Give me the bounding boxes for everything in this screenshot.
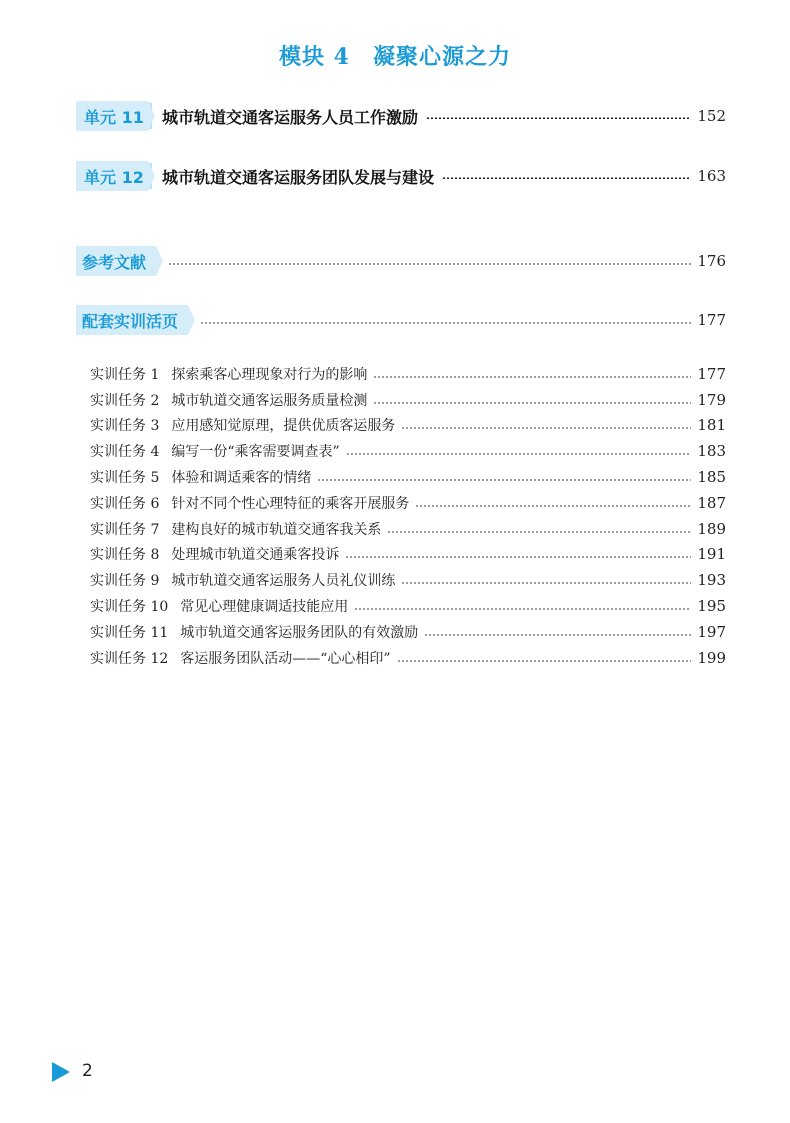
toc-task-row[interactable] xyxy=(90,387,726,413)
tag-shade xyxy=(149,163,152,189)
page-number: 179 xyxy=(697,390,726,409)
section-tag-label: 配套实训活页 xyxy=(82,311,179,331)
page-number: 197 xyxy=(697,622,726,641)
toc-task-row[interactable] xyxy=(90,490,726,516)
page-number: 181 xyxy=(697,416,726,435)
task-number: 实训任务 7 xyxy=(90,521,160,538)
task-title: 编写一份“乘客需要调查表” xyxy=(171,444,340,461)
section-tag-label: 参考文献 xyxy=(82,252,147,272)
dot-leader xyxy=(424,634,691,636)
toc-task-row[interactable] xyxy=(90,645,726,671)
dot-leader xyxy=(345,556,691,558)
task-title: 针对不同个性心理特征的乘客开展服务 xyxy=(171,495,410,512)
task-number: 实训任务 8 xyxy=(90,547,160,564)
triangle-right-icon xyxy=(52,1062,70,1082)
toc-training-pages[interactable] xyxy=(76,305,726,335)
dot-leader xyxy=(168,263,691,265)
page-number: 163 xyxy=(697,167,726,185)
dot-leader xyxy=(415,505,691,507)
task-number: 实训任务 6 xyxy=(90,495,160,512)
task-title: 应用感知觉原理，提供优质客运服务 xyxy=(171,418,396,435)
toc-task-row[interactable] xyxy=(90,619,726,645)
task-title: 客运服务团队活动——“心心相印” xyxy=(180,650,391,667)
page-number: 177 xyxy=(697,311,726,329)
task-title: 城市轨道交通客运服务质量检测 xyxy=(171,392,368,409)
dot-leader xyxy=(373,402,691,404)
section-tag xyxy=(76,305,188,335)
dot-leader xyxy=(317,479,691,481)
task-number: 实训任务 9 xyxy=(90,573,160,590)
footer-page-number: 2 xyxy=(82,1061,93,1081)
task-number: 实训任务 1 xyxy=(90,366,160,383)
unit-title: 城市轨道交通客运服务团队发展与建设 xyxy=(162,167,435,187)
page-number: 189 xyxy=(697,519,726,538)
toc-unit-11[interactable] xyxy=(76,101,726,131)
task-number: 实训任务 10 xyxy=(90,599,169,616)
task-title: 体验和调适乘客的情绪 xyxy=(171,470,312,487)
toc-task-row[interactable] xyxy=(90,593,726,619)
toc-task-row[interactable] xyxy=(90,542,726,568)
task-number: 实训任务 11 xyxy=(90,624,169,641)
toc-task-row[interactable] xyxy=(90,438,726,464)
page-number: 176 xyxy=(697,252,726,270)
toc-task-row[interactable] xyxy=(90,413,726,439)
unit-title: 城市轨道交通客运服务人员工作激励 xyxy=(162,107,419,127)
page-number: 185 xyxy=(697,468,726,487)
page-number: 177 xyxy=(697,364,726,383)
toc-task-row[interactable] xyxy=(90,361,726,387)
page-number: 195 xyxy=(697,597,726,616)
task-number: 实训任务 3 xyxy=(90,418,160,435)
task-number: 实训任务 4 xyxy=(90,444,160,461)
section-tag xyxy=(76,246,156,276)
toc-task-row[interactable] xyxy=(90,567,726,593)
page-number: 183 xyxy=(697,442,726,461)
dot-leader xyxy=(442,177,689,179)
dot-leader xyxy=(387,531,691,533)
page-number: 187 xyxy=(697,493,726,512)
unit-tag-label: 单元 11 xyxy=(84,107,144,127)
task-number: 实训任务 12 xyxy=(90,650,169,667)
dot-leader xyxy=(346,453,692,455)
dot-leader xyxy=(373,376,691,378)
task-title: 常见心理健康调适技能应用 xyxy=(180,599,349,616)
task-title: 城市轨道交通客运服务人员礼仪训练 xyxy=(171,573,396,590)
dot-leader xyxy=(401,582,691,584)
toc-unit-12[interactable] xyxy=(76,161,726,191)
task-number: 实训任务 5 xyxy=(90,470,160,487)
task-title: 探索乘客心理现象对行为的影响 xyxy=(171,366,368,383)
dot-leader xyxy=(426,117,689,119)
tag-shade xyxy=(149,103,152,129)
toc-references[interactable] xyxy=(76,246,726,276)
unit-tag-label: 单元 12 xyxy=(84,167,144,187)
task-title: 处理城市轨道交通乘客投诉 xyxy=(171,547,340,564)
page-number: 193 xyxy=(697,571,726,590)
dot-leader xyxy=(397,660,692,662)
module-title: 模块 4 凝聚心源之力 xyxy=(279,44,511,70)
toc-task-row[interactable] xyxy=(90,516,726,542)
page-number: 152 xyxy=(697,107,726,125)
unit-tag xyxy=(76,101,148,131)
task-number: 实训任务 2 xyxy=(90,392,160,409)
task-title: 城市轨道交通客运服务团队的有效激励 xyxy=(180,624,419,641)
dot-leader xyxy=(354,608,691,610)
training-task-list xyxy=(90,361,726,671)
page-number: 191 xyxy=(697,545,726,564)
task-title: 建构良好的城市轨道交通客我关系 xyxy=(171,521,382,538)
page-number: 199 xyxy=(697,648,726,667)
toc-task-row[interactable] xyxy=(90,464,726,490)
dot-leader xyxy=(401,427,691,429)
dot-leader xyxy=(200,322,691,324)
unit-tag xyxy=(76,161,148,191)
